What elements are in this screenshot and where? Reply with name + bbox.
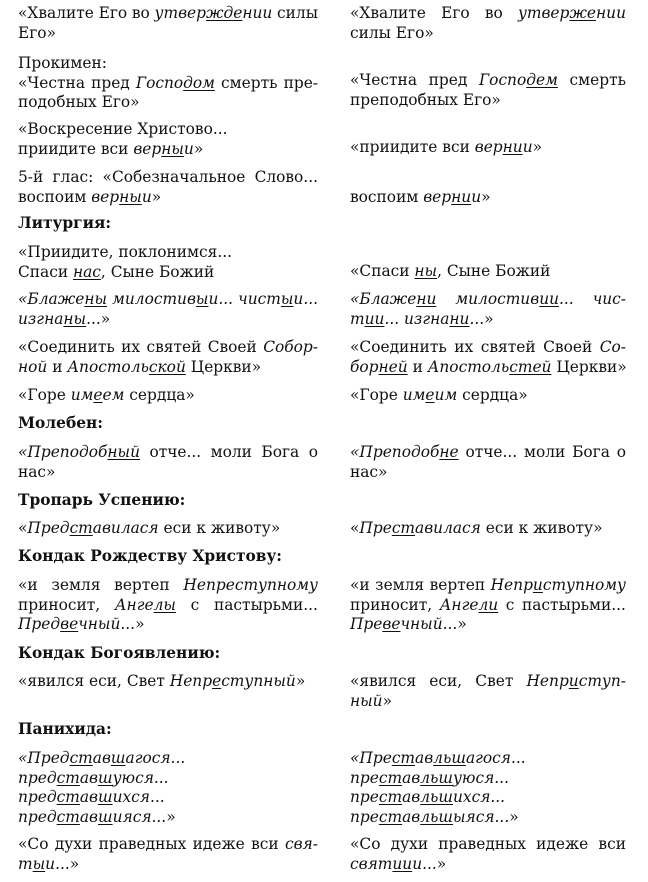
heading-panikhida: Панихида: (18, 720, 112, 738)
right-prokimen: «Честна пред Господем смерть преподобных Его» (350, 71, 626, 109)
left-yavilsya: «явился еси, Свет Непреступный» (18, 672, 306, 690)
right-predstavilasya: «Преставилася еси к животу» (350, 519, 603, 537)
heading-kontakion-nativity: Кондак Рождеству Христову: (18, 547, 282, 565)
right-prepodobny: «Преподобне отче... моли Бога о нас» (350, 443, 626, 481)
left-blazheny: «Блажены милостивыи... чистыи... изгнаны...» (18, 290, 318, 328)
heading-liturgy: Литургия: (18, 214, 112, 232)
left-so-dukhi: «Со духи праведных идеже вси свя- тыи...» (18, 835, 318, 873)
right-khvalite: «Хвалите Его во утвержении силы Его» (350, 4, 626, 42)
right-glas5: воспоим вернии» (350, 188, 491, 206)
left-prokimen: Прокимен: «Честна пред Господом смерть пре- подобных Его» (18, 54, 318, 112)
right-priidite: «Спаси ны, Сыне Божий (350, 262, 551, 280)
left-soedinit: «Соединить их святей Своей Собор- ной и Апостольской Церкви» (18, 338, 318, 376)
heading-troparion: Тропарь Успению: (18, 491, 186, 509)
left-glas5: 5-й глас: «Собезначальное Слово... воспоим верныи» (18, 168, 318, 206)
right-zemlya: «и земля вертеп Неприступному приносит, Ангели с пастырьми... Превечный...» (350, 576, 626, 634)
left-gore: «Горе имеем сердца» (18, 386, 195, 404)
left-predstavilasya: «Представилася еси к животу» (18, 519, 281, 537)
right-voskresenie: «приидите вси вернии» (350, 138, 543, 156)
left-voskresenie: «Воскресение Христово... приидите вси верныи» (18, 120, 228, 158)
left-zemlya: «и земля вертеп Непреступному приносит, Ангелы с пастырьми... Предвечный...» (18, 576, 318, 634)
left-prepodobny: «Преподобный отче... моли Бога о нас» (18, 443, 318, 481)
right-predstavshagosya: «Преставльшагося... преставльшуюся... преставльшихся... преставльшыяся...» (350, 749, 526, 826)
left-predstavshagosya: «Представшагося... представшуюся... представшихся... представшияся...» (18, 749, 186, 826)
right-so-dukhi: «Со духи праведных идеже вси святиии...» (350, 835, 626, 873)
heading-kontakion-theophany: Кондак Богоявлению: (18, 644, 221, 662)
heading-moleben: Молебен: (18, 414, 103, 432)
right-soedinit: «Соединить их святей Своей Со- борней и Апостольстей Церкви» (350, 338, 627, 376)
right-blazheny: «Блажени милостивии... чис- тии... изгнани...» (350, 290, 626, 328)
right-yavilsya: «явился еси, Свет Неприступ- ный» (350, 672, 626, 710)
right-gore: «Горе имеим сердца» (350, 386, 528, 404)
left-khvalite: «Хвалите Его во утверждении силы Его» (18, 4, 318, 42)
left-priidite: «Приидите, поклонимся... Спаси нас, Сыне Божий (18, 243, 233, 281)
